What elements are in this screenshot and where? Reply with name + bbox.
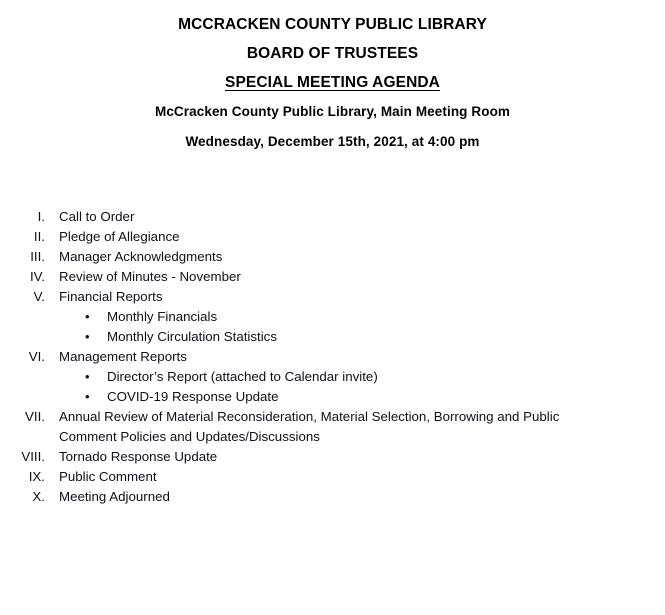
agenda-item-label: Call to Order: [59, 209, 135, 224]
agenda-numeral: V.: [33, 289, 45, 304]
agenda-item-label: Tornado Response Update: [59, 449, 218, 464]
agenda-numeral: I.: [37, 209, 45, 224]
agenda-item-public-comment: [0, 467, 665, 487]
agenda-item-review-of-minutes: [0, 267, 665, 287]
agenda-item-label: Meeting Adjourned: [59, 489, 170, 504]
agenda-numeral: IV.: [29, 269, 45, 284]
bullet-icon: •: [85, 329, 90, 344]
agenda-numeral: X.: [32, 489, 45, 504]
board-name: BOARD OF TRUSTEES: [246, 45, 419, 62]
agenda-item-label: Management Reports: [59, 349, 187, 364]
bullet-icon: •: [85, 369, 90, 384]
document-title: SPECIAL MEETING AGENDA: [225, 74, 440, 91]
sub-item-label: Director’s Report (attached to Calendar invite): [107, 369, 378, 384]
agenda-item-label: Pledge of Allegiance: [59, 229, 180, 244]
meeting-datetime: Wednesday, December 15th, 2021, at 4:00 pm: [185, 134, 480, 149]
agenda-numeral: VII.: [25, 409, 45, 424]
sub-item-label: Monthly Circulation Statistics: [107, 329, 277, 344]
agenda-item-label: Public Comment: [59, 469, 157, 484]
agenda-item-label: Annual Review of Material Reconsideration, Material Selection, Borrowing and Public Comment Policies and Updates/Discussions: [59, 409, 560, 444]
agenda-item-financial-reports: [0, 287, 665, 307]
meeting-location: McCracken County Public Library, Main Meeting Room: [154, 104, 511, 119]
agenda-item-pledge-of-allegiance: [0, 227, 665, 247]
agenda-item-management-reports: [0, 347, 665, 367]
bullet-icon: •: [85, 389, 90, 404]
agenda-numeral: II.: [33, 229, 45, 244]
agenda-item-meeting-adjourned: [0, 487, 665, 507]
agenda-numeral: VI.: [28, 349, 45, 364]
sub-item-label: Monthly Financials: [107, 309, 218, 324]
document-header: [0, 0, 665, 157]
agenda-numeral: IX.: [28, 469, 45, 484]
organization-name: MCCRACKEN COUNTY PUBLIC LIBRARY: [178, 16, 487, 33]
sub-item-directors-report: [0, 367, 665, 387]
agenda-item-call-to-order: [0, 207, 665, 227]
bullet-icon: •: [85, 309, 90, 324]
agenda-item-label: Manager Acknowledgments: [59, 249, 223, 264]
agenda-item-tornado-response-update: [0, 447, 665, 467]
agenda-numeral: VIII.: [21, 449, 45, 464]
sub-item-label: COVID-19 Response Update: [107, 389, 279, 404]
agenda-item-label: Financial Reports: [59, 289, 163, 304]
agenda-numeral: III.: [30, 249, 45, 264]
sub-item-covid-19-response-update: [0, 387, 665, 407]
sub-item-monthly-circulation-statistics: [0, 327, 665, 347]
sub-item-monthly-financials: [0, 307, 665, 327]
agenda-item-manager-acknowledgments: [0, 247, 665, 267]
agenda-item-annual-review-of-policies: [0, 407, 665, 447]
agenda-list: [0, 207, 665, 507]
agenda-item-label: Review of Minutes - November: [59, 269, 241, 284]
